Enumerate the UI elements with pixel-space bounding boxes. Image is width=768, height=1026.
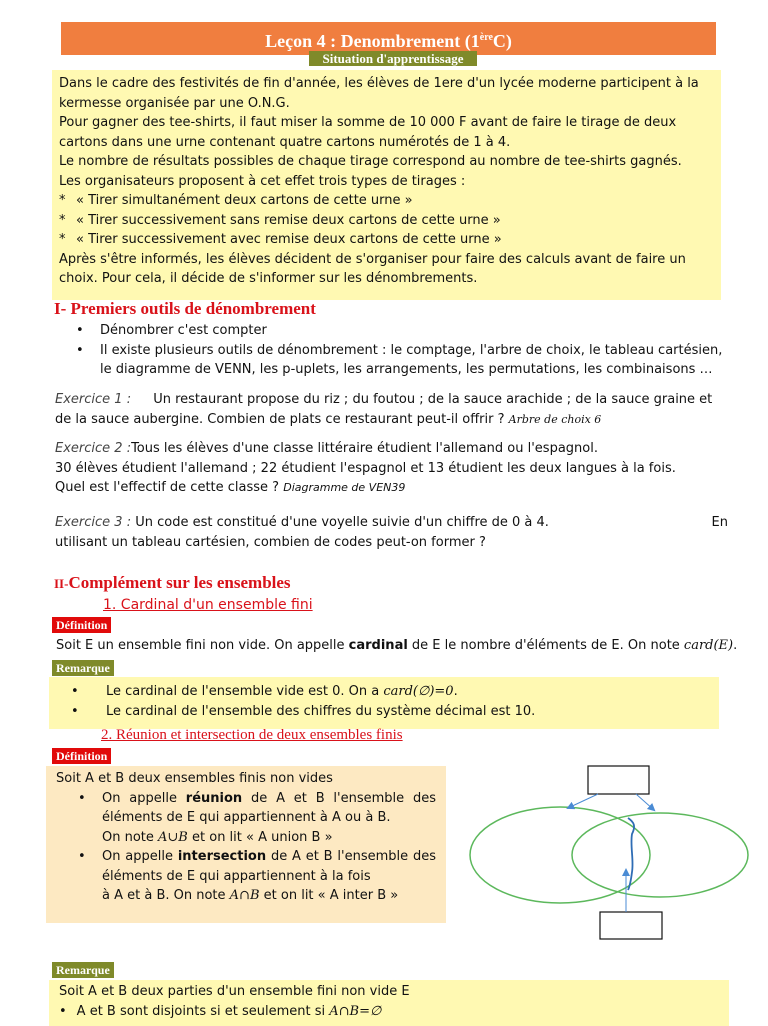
section-1-bullet: • Il existe plusieurs outils de dénombrement : le comptage, l'arbre de choix, le tableau cartésien, le diagramme de VENN, les p-uplets, les arrangements, les permutations, les combinaisons …: [54, 341, 734, 380]
section-1-num: I-: [54, 299, 67, 318]
exercise-2-line-1: Tous les élèves d'une classe littéraire étudient l'allemand ou l'espagnol.: [131, 441, 598, 456]
def2-text: On note: [102, 829, 159, 845]
subsection-1-title: 1. Cardinal d'un ensemble fini: [103, 597, 313, 613]
definition-cardinal: [56, 636, 746, 656]
exercise-3-line-2: utilisant un tableau cartésien, combien de codes peut-on former ?: [55, 534, 486, 550]
remark-box: [49, 677, 719, 729]
section-1-bullet: • Dénombrer c'est compter: [54, 321, 734, 341]
def2-text: de A et B l'ensemble des éléments de E qui appartiennent à la fois: [102, 849, 436, 884]
subsection-2-title: 2. Réunion et intersection de deux ensembles finis: [101, 727, 403, 743]
def-end: .: [733, 638, 738, 653]
section-2-text: Complément sur les ensembles: [68, 573, 291, 592]
label-box-top: [588, 766, 649, 794]
remark2-text: A et B sont disjoints si et seulement si: [76, 1003, 330, 1019]
def-math: card(E): [683, 638, 734, 653]
venn-circle-b: [572, 813, 748, 897]
situation-label: Situation d'apprentissage: [309, 51, 477, 66]
intersection-boundary: [628, 818, 634, 890]
exercise-1-note: Arbre de choix 6: [508, 412, 602, 426]
remark-2-label: Remarque: [52, 962, 114, 978]
tirages-list: [59, 191, 717, 250]
remark-end: .: [453, 684, 458, 699]
remark-label: Remarque: [52, 660, 114, 676]
def2-intro: Soit A et B deux ensembles finis non vides: [56, 771, 333, 786]
section-1-title: [54, 299, 316, 319]
def-text: Soit E un ensemble fini non vide. On appelle: [56, 638, 349, 653]
venn-diagram: [460, 760, 760, 945]
arrow-left: [568, 794, 598, 808]
exercise-2-note: Diagramme de VEN39: [283, 481, 406, 494]
remark-bullet: [49, 702, 719, 722]
arrow-right: [636, 794, 654, 810]
remark-text: Le cardinal de l'ensemble des chiffres du système décimal est 10.: [106, 703, 536, 719]
situation-line-1: Dans le cadre des festivités de fin d'année, les élèves de 1ere d'un lycée moderne participent à la kermesse organisée par une O.N.G.: [59, 76, 699, 111]
tirage-item: * « Tirer simultanément deux cartons de cette urne »: [59, 191, 717, 211]
tirage-item: * « Tirer successivement avec remise deux cartons de cette urne »: [59, 230, 717, 250]
exercise-2-label: Exercice 2 :: [55, 441, 132, 456]
remark2-bullet: [59, 1002, 729, 1022]
section-1-bullets: [54, 321, 734, 380]
situation-closing: Après s'être informés, les élèves décident de s'organiser pour faire des calculs avant de faire un choix. Pour cela, il décide de s'informer sur les dénombrements.: [59, 251, 686, 286]
def2-math: A∩B: [229, 888, 260, 903]
exercise-2-line-3: Quel est l'effectif de cette classe ?: [55, 480, 280, 495]
exercise-3-right: En: [711, 515, 728, 530]
def2-reunion: [56, 789, 436, 848]
exercise-1-text: Un restaurant propose du riz ; du foutou ; de la sauce arachide ; de la sauce graine et de la sauce aubergine. Combien de plats ce restaurant peut-il offrir ?: [55, 392, 713, 427]
def2-bold: intersection: [177, 849, 267, 864]
def-text: de E le nombre d'éléments de E. On note: [407, 638, 684, 653]
remark2-math: A∩B=∅: [329, 1003, 382, 1019]
definition-2-box: [46, 766, 446, 923]
def2-math: A∪B: [158, 829, 188, 845]
section-2-title: [54, 573, 291, 593]
lesson-title: Leçon 4 : Denombrement (1: [265, 31, 480, 51]
remark-2-box: [49, 980, 729, 1026]
def2-text: On appelle: [102, 790, 186, 806]
def2-text: On appelle: [102, 849, 178, 864]
def2-text: et on lit « A union B »: [187, 829, 333, 845]
def2-intersection: [56, 847, 436, 906]
situation-line-2: Pour gagner des tee-shirts, il faut miser la somme de 10 000 F avant de faire le tirage de deux cartons dans une urne contenant quatre cartons numérotés de 1 à 4.: [59, 115, 677, 150]
exercise-3-label: Exercice 3 :: [55, 515, 132, 530]
situation-line-4: Les organisateurs proposent à cet effet trois types de tirages :: [59, 173, 466, 189]
label-box-bottom: [600, 912, 662, 939]
definition-label: Définition: [52, 617, 111, 633]
exercise-1: [55, 390, 725, 429]
situation-box: [52, 70, 721, 300]
section-1-text: Premiers outils de dénombrement: [70, 299, 316, 318]
situation-line-3: Le nombre de résultats possibles de chaque tirage correspond au nombre de tee-shirts gagnés.: [59, 154, 682, 169]
exercise-3-line-1: Un code est constitué d'une voyelle suivie d'un chiffre de 0 à 4.: [135, 515, 549, 530]
exercise-2-line-2: 30 élèves étudient l'allemand ; 22 étudient l'espagnol et 13 étudient les deux langues à la fois.: [55, 460, 676, 476]
exercise-1-label: Exercice 1 :: [55, 392, 132, 407]
def2-text: et on lit « A inter B »: [259, 888, 399, 903]
definition-2-label: Définition: [52, 748, 111, 764]
tirage-item: * « Tirer successivement sans remise deux cartons de cette urne »: [59, 211, 717, 231]
lesson-title-sup: ère: [479, 32, 493, 43]
exercise-2: [55, 439, 725, 498]
venn-circle-a: [470, 807, 650, 903]
remark-bullet: [49, 682, 719, 702]
remark-math: card(∅)=0: [383, 684, 454, 699]
def2-text: à A et à B. On note: [102, 888, 230, 903]
def2-bold: réunion: [185, 790, 243, 806]
exercise-3: [55, 513, 730, 552]
remark2-intro: Soit A et B deux parties d'un ensemble fini non vide E: [59, 984, 410, 999]
bullet-dot: •: [59, 1003, 67, 1019]
remark-text: Le cardinal de l'ensemble vide est 0. On a: [106, 684, 384, 699]
section-2-num: II-: [54, 576, 69, 591]
def2-text: de A et B l'ensemble des éléments de E qui appartiennent à A ou à B.: [102, 790, 436, 825]
lesson-title-end: C): [492, 31, 512, 51]
def-bold: cardinal: [348, 638, 408, 653]
